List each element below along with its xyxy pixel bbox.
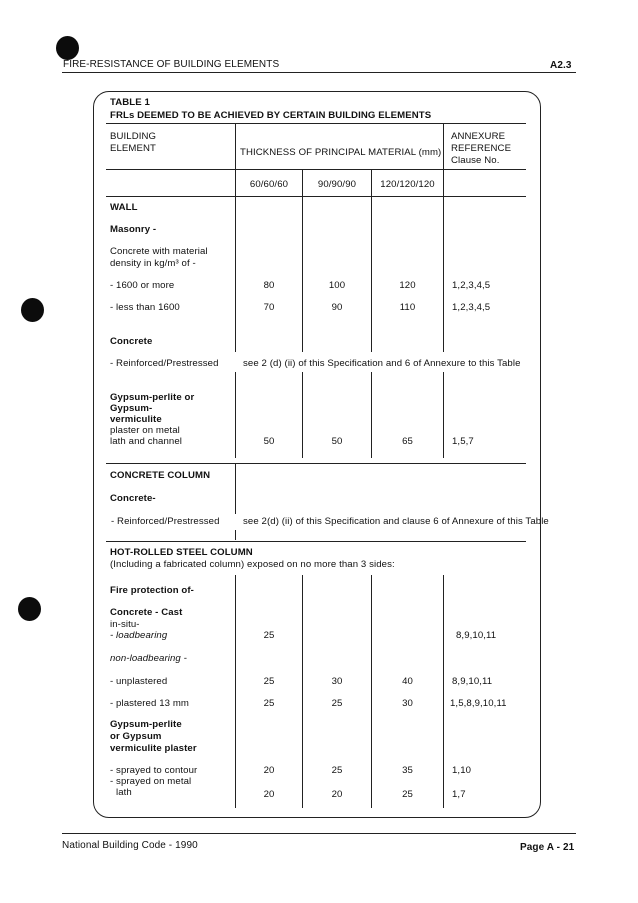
wall-density-line2: density in kg/m³ of - [110, 258, 196, 269]
concrete-column-reinforced-label: - Reinforced/Prestressed [111, 516, 220, 527]
cc-line-a [235, 464, 236, 514]
wall-line-c1 [371, 200, 372, 352]
header-annexure-line1: ANNEXURE [451, 131, 506, 142]
sprayed-metal-v90: 20 [331, 789, 343, 800]
steel-heading: HOT-ROLLED STEEL COLUMN [110, 547, 253, 558]
sprayed-metal-v120: 25 [402, 789, 413, 800]
header-element-line1: BUILDING [110, 131, 157, 142]
col-line-a [235, 124, 236, 205]
wall-line-d2 [443, 372, 444, 458]
row-less1600-v90: 90 [331, 302, 343, 313]
wall-line-b1 [302, 200, 303, 352]
header-rule-2 [106, 196, 526, 197]
running-header-title: FIRE-RESISTANCE OF BUILDING ELEMENTS [63, 59, 280, 70]
sprayed-contour-v90: 25 [331, 765, 343, 776]
row-1600-v120: 120 [399, 280, 416, 291]
wall-line-d1 [443, 200, 444, 352]
unplastered-v60: 25 [263, 676, 275, 687]
binder-hole-middle [21, 298, 44, 322]
header-rule-1 [106, 169, 526, 170]
header-annexure-line3: Clause No. [451, 155, 500, 166]
running-header-code: A2.3 [550, 60, 572, 71]
gypsum-line2: Gypsum- [110, 403, 153, 414]
title-rule [106, 123, 526, 124]
binder-hole-top [56, 36, 79, 60]
table-title: FRLs DEEMED TO BE ACHIEVED BY CERTAIN BUILDING ELEMENTS [110, 110, 432, 121]
row-1600-ref: 1,2,3,4,5 [452, 280, 491, 291]
concrete-column-heading: CONCRETE COLUMN [110, 470, 211, 481]
header-annexure-line2: REFERENCE [451, 143, 512, 154]
sprayed-contour-v120: 35 [402, 765, 413, 776]
row-less1600-label: - less than 1600 [110, 302, 180, 313]
steel-line-d [443, 575, 444, 808]
plastered-v60: 25 [263, 698, 275, 709]
row-1600-label: - 1600 or more [110, 280, 175, 291]
header-thickness: THICKNESS OF PRINCIPAL MATERIAL (mm) [240, 147, 442, 158]
non-loadbearing-label: non-loadbearing - [110, 653, 187, 664]
plastered-label: - plastered 13 mm [110, 698, 190, 709]
loadbearing-label: - loadbearing [110, 630, 168, 641]
cc-line-a2 [235, 530, 236, 540]
sprayed-metal-label: lath [116, 787, 132, 798]
footer-rule [62, 833, 576, 834]
frl-header-120: 120/120/120 [380, 179, 435, 190]
loadbearing-v60: 25 [263, 630, 275, 641]
steel-gypsum-line1: Gypsum-perlite [110, 719, 182, 730]
row-1600-v60: 80 [263, 280, 275, 291]
wall-heading: WALL [110, 202, 138, 213]
binder-hole-bottom [18, 597, 41, 621]
unplastered-ref: 8,9,10,11 [452, 676, 493, 687]
sprayed-contour-v60: 20 [263, 765, 275, 776]
steel-fire-protection: Fire protection of- [110, 585, 194, 596]
header-element-line2: ELEMENT [110, 143, 157, 154]
row-1600-v90: 100 [328, 280, 346, 291]
steel-cast-line2: in-situ- [110, 619, 140, 630]
unplastered-v90: 30 [331, 676, 343, 687]
gypsum-v90: 50 [331, 436, 343, 447]
concrete-column-concrete: Concrete- [110, 493, 156, 504]
frl-header-90: 90/90/90 [317, 179, 357, 190]
table-label: TABLE 1 [110, 97, 150, 108]
steel-subheading: (Including a fabricated column) exposed on no more than 3 sides: [110, 559, 395, 570]
gypsum-line3: vermiculite [110, 414, 162, 425]
wall-masonry: Masonry - [110, 224, 157, 235]
concrete-column-reinforced-note: see 2(d) (ii) of this Specification and clause 6 of Annexure of this Table [243, 516, 549, 527]
steel-gypsum-line3: vermiculite plaster [110, 743, 197, 754]
col-line-d [443, 124, 444, 205]
gypsum-v120: 65 [402, 436, 413, 447]
unplastered-label: - unplastered [110, 676, 168, 687]
section-rule-column [106, 463, 526, 464]
sprayed-contour-label: - sprayed to contour [110, 765, 198, 776]
gypsum-v60: 50 [263, 436, 275, 447]
footer-code: National Building Code - 1990 [62, 840, 198, 851]
steel-gypsum-line2: or Gypsum [110, 731, 162, 742]
sprayed-contour-ref: 1,10 [452, 765, 472, 776]
gypsum-ref: 1,5,7 [452, 436, 474, 447]
header-rule [62, 72, 576, 73]
row-less1600-v60: 70 [263, 302, 275, 313]
steel-cast-line1: Concrete - Cast [110, 607, 183, 618]
row-less1600-ref: 1,2,3,4,5 [452, 302, 491, 313]
gypsum-line5: lath and channel [110, 436, 183, 447]
wall-reinforced-note: see 2 (d) (ii) of this Specification and 6 of Annexure to this Table [243, 358, 521, 369]
loadbearing-ref: 8,9,10,11 [456, 630, 497, 641]
gypsum-line1: Gypsum-perlite or [110, 392, 195, 403]
wall-line-a1 [235, 200, 236, 352]
wall-reinforced-label: - Reinforced/Prestressed [110, 358, 219, 369]
sprayed-metal-ref: 1,7 [452, 789, 466, 800]
sprayed-metal-line1: - sprayed on metal [110, 776, 192, 787]
plastered-ref: 1,5,8,9,10,11 [450, 698, 507, 709]
plastered-v120: 30 [402, 698, 413, 709]
row-less1600-v120: 110 [399, 302, 416, 313]
wall-concrete: Concrete [110, 336, 153, 347]
plastered-v90: 25 [331, 698, 343, 709]
unplastered-v120: 40 [402, 676, 413, 687]
sprayed-metal-v60: 20 [263, 789, 275, 800]
gypsum-line4: plaster on metal [110, 425, 180, 436]
footer-page: Page A - 21 [520, 842, 575, 853]
frl-header-60: 60/60/60 [249, 179, 289, 190]
wall-density-line1: Concrete with material [110, 246, 208, 257]
section-rule-steel [106, 541, 526, 542]
